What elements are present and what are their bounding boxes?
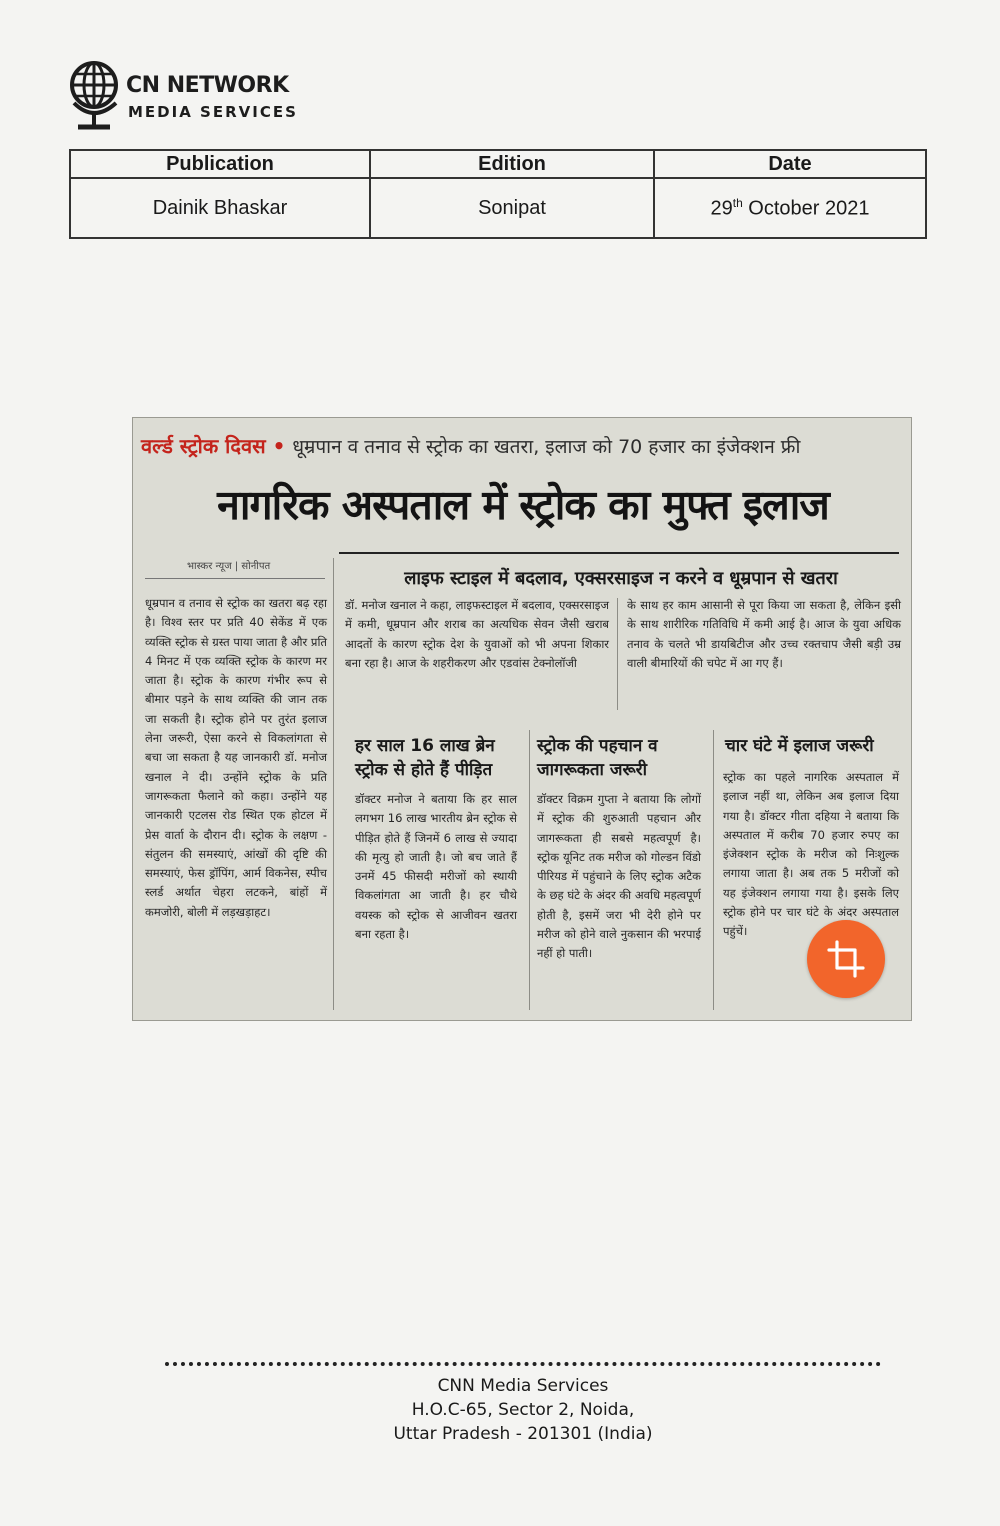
newspaper-clipping [133, 418, 911, 1020]
footer-dotted-rule [165, 1362, 881, 1366]
edition-value: Sonipat [370, 178, 654, 238]
intro-text-middle: डॉ. मनोज खनाल ने कहा, लाइफस्टाइल में बदलाव, एक्सरसाइज में कमी, धूम्रपान और शराब का अत्यधिक सेवन जैसी खराब आदतों के कारण स्ट्रोक देश के युवाओं को भी अपना शिकार बना रहा है। आज के शहरीकरण और एडवांस टेक्नोलॉजी [345, 598, 609, 670]
section-text-four-hours: स्ट्रोक का पहले नागरिक अस्पताल में इलाज नहीं था, लेकिन अब इलाज दिया गया है। डॉक्टर गीता दहिया ने बताया कि अस्पताल में करीब 70 हजार रुपए का इंजेक्शन स्ट्रोक के मरीज को निःशुल्क लगाया जाता है। अब तक 5 मरीजों को यह इंजेक्शन लगाया गया है। इसके लिए स्ट्रोक होने पर चार घंटे के अंदर अस्पताल पहुंचें। [723, 770, 899, 939]
column-divider [529, 730, 530, 1010]
logo-name: CN NETWORK [126, 73, 289, 98]
kicker-separator: • [272, 434, 286, 458]
logo-tagline: MEDIA SERVICES [128, 103, 298, 121]
article-subhead: लाइफ स्टाइल में बदलाव, एक्सरसाइज न करने व धूम्रपान से खतरा [404, 568, 838, 589]
edition-header: Edition [370, 150, 654, 178]
byline: भास्कर न्यूज | सोनीपत [187, 561, 271, 572]
table-header-row [70, 150, 926, 178]
table-row [70, 178, 926, 238]
byline-rule [145, 578, 325, 579]
date-value [654, 178, 926, 238]
kicker-text: धूम्रपान व तनाव से स्ट्रोक का खतरा, इलाज को 70 हजार का इंजेक्शन फ्री [292, 436, 801, 458]
article-headline: नागरिक अस्पताल में स्ट्रोक का मुफ्त इलाज [217, 481, 829, 529]
kicker-label: वर्ल्ड स्ट्रोक दिवस [141, 434, 266, 458]
footer-address-line: Uttar Pradesh - 201301 (India) [393, 1424, 653, 1444]
section-text-awareness: डॉक्टर विक्रम गुप्ता ने बताया कि लोगों में स्ट्रोक की शुरुआती पहचान और जागरूकता ही सबसे महत्वपूर्ण है। स्ट्रोक यूनिट तक मरीज को गोल्डन विंडो पीरियड में पहुंचाने के लिए स्ट्रोक अटैक के छह घंटे के अंदर की अवधि महत्वपूर्ण होती है, इसमें जरा भी देरी होने पर मरीज को होने वाले नुकसान की भरपाई नहीं हो पाती। [537, 792, 701, 961]
date-rest: October 2021 [742, 197, 870, 220]
column-divider [713, 730, 714, 1010]
date-day: 29 [710, 197, 733, 220]
column-divider [617, 598, 618, 710]
section-text-16-lakh: डॉक्टर मनोज ने बताया कि हर साल लगभग 16 लाख भारतीय ब्रेन स्ट्रोक से पीड़ित होते हैं जिनमें 6 लाख से ज्यादा की मृत्यु हो जाती है। जो बच जाते हैं उनमें 45 फीसदी मरीजों को स्थायी विकलांगता आ जाती है। हर चौथे वयस्क को स्ट्रोक से आजीवन खतरा बना रहता है। [355, 792, 517, 942]
globe-icon [66, 57, 126, 132]
date-header: Date [654, 150, 926, 178]
crop-button[interactable] [807, 920, 885, 998]
section-heading-awareness: स्ट्रोक की पहचान व जागरूकता जरूरी [537, 736, 658, 780]
publication-info-table [69, 149, 927, 239]
section-heading-16-lakh: हर साल 16 लाख ब्रेन स्ट्रोक से होते हैं पीड़ित [355, 736, 495, 780]
publication-value: Dainik Bhaskar [70, 178, 370, 238]
date-suffix: th [732, 195, 743, 210]
section-heading-four-hours: चार घंटे में इलाज जरूरी [725, 736, 874, 756]
footer-company: CNN Media Services [437, 1376, 609, 1396]
left-column-text: धूम्रपान व तनाव से स्ट्रोक का खतरा बढ़ रहा है। विश्व स्तर पर प्रति 40 सेकेंड में एक व्यक्ति स्ट्रोक से ग्रस्त पाया जाता है और प्रति 4 मिनट में एक व्यक्ति स्ट्रोक के कारण मर जाता है। स्ट्रोक के कारण गंभीर रूप से बीमार पड़ने के साथ व्यक्ति की जान तक जा सकती है। स्ट्रोक होने पर तुरंत इलाज लेना जरूरी, ऐसा करने से विकलांगता से बचा जा सकता है यह जानकारी डॉ. मनोज खनाल ने दी। उन्होंने स्ट्रोक के प्रति जागरूकता फैलाने को कहा। उन्होंने यह जानकारी एटलस रोड स्थित एक होटल में प्रेस वार्ता के दौरान दी। स्ट्रोक के लक्षण - संतुलन की समस्याएं, आंखों की दृष्टि की समस्याएं, फेस ड्रॉपिंग, आर्म विकनेस, स्पीच स्लर्ड अर्थात चेहरा लटकने, बांहों में कमजोरी, बोली में लड़खड़ाहट। [145, 596, 327, 919]
publication-header: Publication [70, 150, 370, 178]
intro-text-right: के साथ हर काम आसानी से पूरा किया जा सकता है, लेकिन इसी के साथ शारीरिक गतिविधि में कमी आई है। आज के युवा अधिक तनाव के चलते भी डायबिटीज और उच्च रक्तचाप जैसी बड़ी उम्र वाली बीमारियों की चपेट में आ गए हैं। [627, 598, 901, 670]
crop-icon [826, 939, 866, 979]
column-divider [333, 558, 334, 1010]
footer-address-line: H.O.C-65, Sector 2, Noida, [411, 1400, 635, 1420]
kicker-line [141, 432, 903, 459]
cn-network-logo [66, 57, 326, 135]
